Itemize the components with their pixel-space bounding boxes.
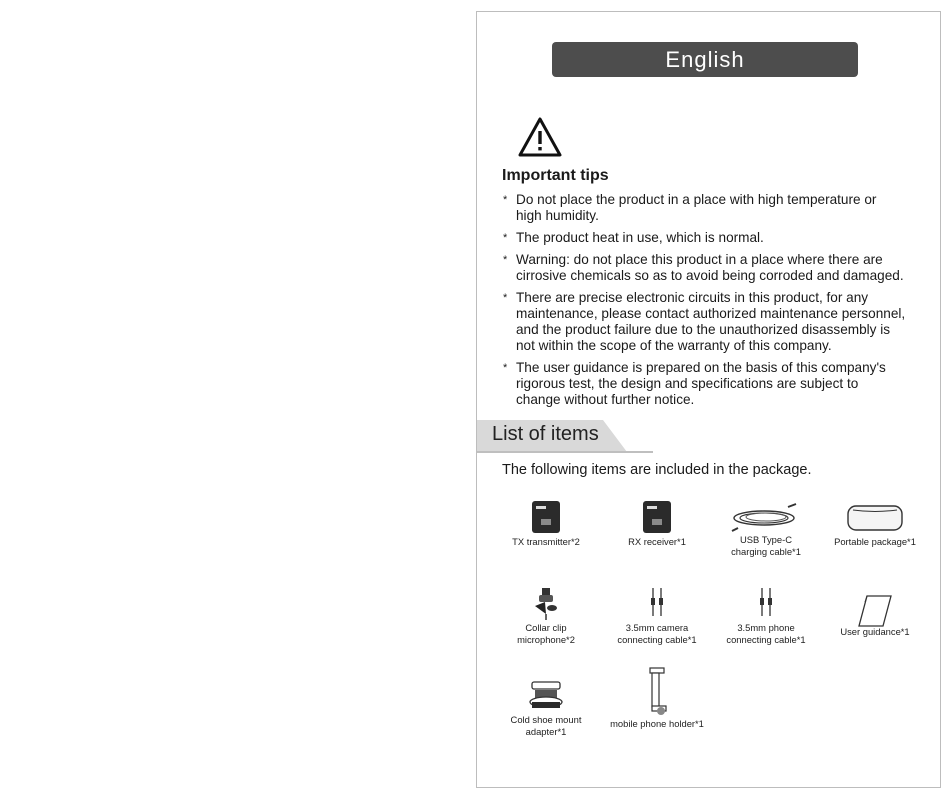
tip-line: not within the scope of the warranty of this company. — [516, 338, 832, 353]
booklet-icon — [816, 594, 934, 626]
tip-line: change without further notice. — [516, 392, 695, 407]
tip-line: high humidity. — [516, 208, 599, 223]
item-caption: 3.5mm camera — [625, 622, 689, 633]
package-item — [487, 678, 605, 737]
item-caption: adapter*1 — [525, 725, 567, 737]
package-item — [816, 504, 934, 548]
item-caption: USB Type-C — [740, 534, 792, 545]
item-caption: TX transmitter*2 — [512, 536, 580, 547]
package-item — [707, 586, 825, 645]
item-caption: Cold shoe mount — [510, 714, 582, 725]
phone-holder-icon — [598, 666, 716, 718]
item-caption: Collar clip — [525, 622, 567, 633]
item-caption: connecting cable*1 — [617, 633, 697, 645]
item-caption: microphone*2 — [517, 633, 575, 645]
tip-item — [503, 192, 933, 224]
language-title: English — [665, 46, 745, 72]
list-of-items-banner — [477, 420, 653, 452]
tip-line: Do not place the product in a place with high temperature or — [516, 192, 877, 207]
tip-line: The user guidance is prepared on the basis of this company's — [516, 360, 886, 375]
lavalier-mic-icon — [487, 586, 605, 622]
transmitter-icon — [487, 500, 605, 536]
cold-shoe-icon — [487, 678, 605, 714]
package-item — [816, 594, 934, 638]
item-caption: User guidance*1 — [840, 626, 910, 637]
tip-line: and the product failure due to the unauthorized disassembly is — [516, 322, 891, 337]
item-caption: charging cable*1 — [731, 545, 801, 557]
items-intro: The following items are included in the package. — [502, 462, 812, 478]
tip-line: rigorous test, the design and specifications are subject to — [516, 376, 859, 391]
package-item — [598, 500, 716, 548]
list-of-items-title: List of items — [492, 423, 599, 445]
language-banner — [552, 42, 858, 77]
item-caption: Portable package*1 — [834, 536, 916, 547]
tip-item — [503, 290, 933, 354]
tip-bullet: * — [503, 362, 508, 374]
pouch-icon — [816, 504, 934, 536]
package-item — [598, 586, 716, 645]
usb-cable-icon — [707, 502, 825, 534]
tip-bullet: * — [503, 292, 508, 304]
manual-page — [476, 11, 941, 788]
item-caption: connecting cable*1 — [726, 633, 806, 645]
tip-line: There are precise electronic circuits in this product, for any — [516, 290, 869, 305]
tip-line: The product heat in use, which is normal. — [516, 230, 764, 245]
item-caption: 3.5mm phone — [737, 622, 795, 633]
tip-line: maintenance, please contact authorized maintenance personnel, — [516, 306, 906, 321]
banner-underline — [477, 451, 653, 453]
package-item — [487, 586, 605, 645]
tip-bullet: * — [503, 232, 508, 244]
tips-list — [503, 192, 933, 414]
warning-triangle-icon — [517, 116, 563, 158]
camera-cable-icon — [598, 586, 716, 622]
package-item — [707, 502, 825, 557]
important-tips-heading: Important tips — [502, 167, 609, 184]
package-item — [598, 666, 716, 730]
item-caption: mobile phone holder*1 — [610, 718, 704, 729]
tip-bullet: * — [503, 254, 508, 266]
tip-item — [503, 252, 933, 284]
tip-item — [503, 360, 933, 408]
receiver-icon — [598, 500, 716, 536]
tip-line: cirrosive chemicals so as to avoid being corroded and damaged. — [516, 268, 904, 283]
tip-line: Warning: do not place this product in a place where there are — [516, 252, 883, 267]
item-caption: RX receiver*1 — [628, 536, 686, 547]
tip-item — [503, 230, 933, 246]
package-item — [487, 500, 605, 548]
phone-cable-icon — [707, 586, 825, 622]
tip-bullet: * — [503, 194, 508, 206]
